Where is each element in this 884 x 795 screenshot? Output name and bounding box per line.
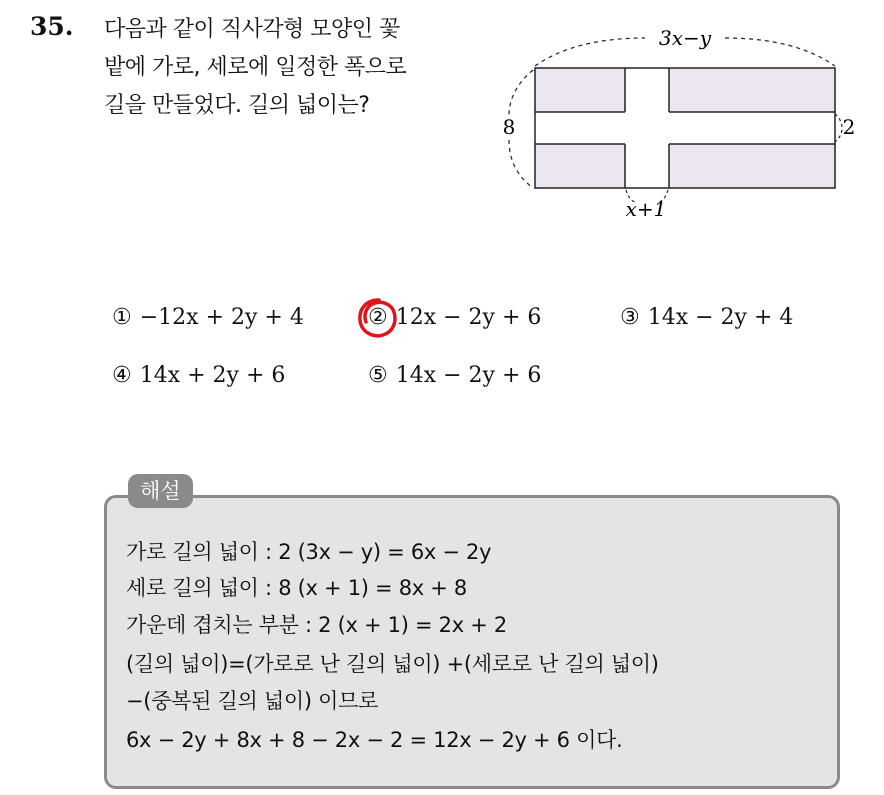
question-text-line-2: 밭에 가로, 세로에 일정한 폭으로 [104,55,407,80]
solution-line-2: 세로 길의 넓이 : 8 (x + 1) = 8x + 8 [126,576,467,600]
choice-3[interactable]: ③ 14x − 2y + 4 [620,305,794,330]
solution-line-3: 가운데 겹치는 부분 : 2 (x + 1) = 2x + 2 [126,613,507,637]
answer-circle-mark [355,296,401,342]
label-horizontal-path-width: 2 [842,115,856,139]
label-height: 8 [502,115,516,139]
label-vertical-path-width: x+1 [625,197,667,220]
field-bottom-right [669,144,835,188]
choice-1[interactable]: ① −12x + 2y + 4 [112,305,304,330]
field-top-left [535,68,625,112]
top-dimension-arc [535,38,645,66]
question-number: 35. [30,12,74,41]
field-top-right [669,68,835,112]
solution-line-1: 가로 길의 넓이 : 2 (3x − y) = 6x − 2y [126,540,492,564]
solution-line-6: 6x − 2y + 8x + 8 − 2x − 2 = 12x − 2y + 6 이다. [126,728,623,752]
left-dimension-arc [509,70,533,116]
label-width: 3x−y [658,26,712,50]
right-dimension-arc [835,114,842,142]
question-text-line-1: 다음과 같이 직사각형 모양인 꽃 [104,17,400,42]
solution-line-4: (길의 넓이)=(가로로 난 길의 넓이) +(세로로 난 길의 넓이) [126,652,659,676]
choice-4[interactable]: ④ 14x + 2y + 6 [112,363,286,388]
field-bottom-left [535,144,625,188]
solution-tag: 해설 [128,474,193,508]
question-text-line-3: 길을 만들었다. 길의 넓이는? [104,93,370,118]
choice-5[interactable]: ⑤ 14x − 2y + 6 [368,363,542,388]
solution-line-5: −(중복된 길의 넓이) 이므로 [126,689,379,713]
garden-path-diagram [495,20,860,220]
choice-2[interactable]: ② 12x − 2y + 6 [368,305,542,330]
